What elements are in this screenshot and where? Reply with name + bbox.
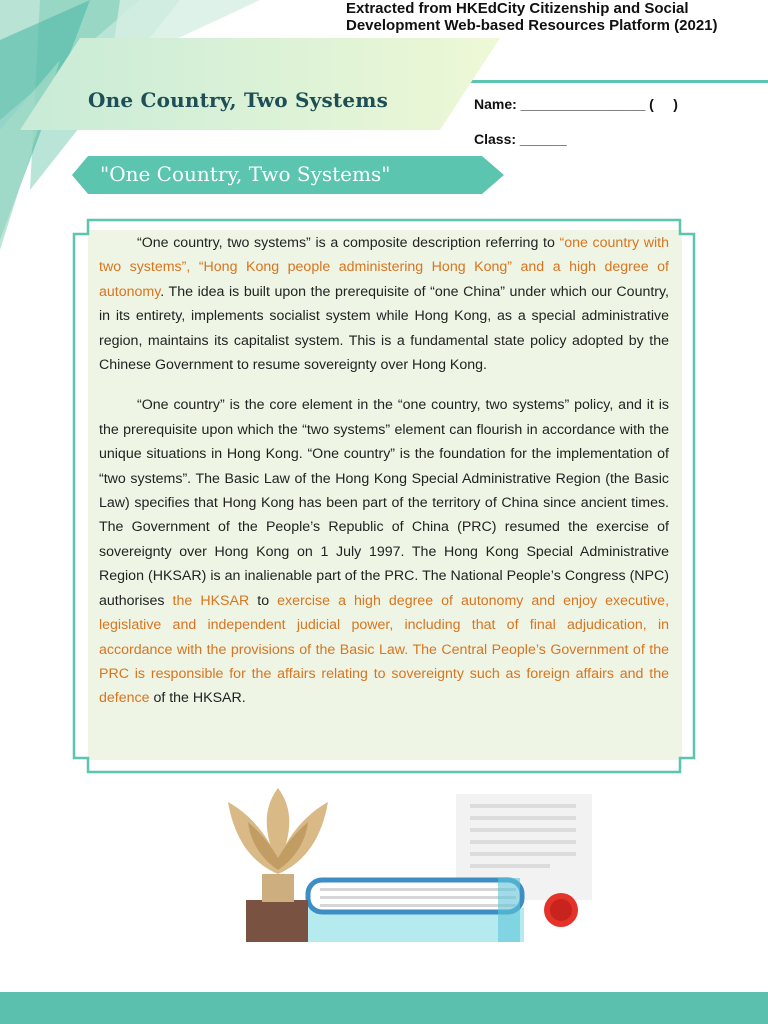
source-line-1: Extracted from HKEdCity Citizenship and Social <box>346 0 689 17</box>
source-line-2: Development Web-based Resources Platform (2021) <box>346 17 718 34</box>
header-divider <box>470 80 768 83</box>
class-field[interactable]: Class: ______ <box>474 131 567 147</box>
p2-highlight-2: exercise a high degree of autonomy and enjoy executive, legislative and independent judicial power, including that of final adjudication, in accordance with the provisions of the Basic Law. The Central People’s Government of the PRC is responsible for the affairs relating to sovereignty such as foreign affairs and the defence <box>99 592 670 707</box>
p1-text-1: “One country, two systems” is a composite description referring to <box>137 235 560 251</box>
p2-text-3: of the HKSAR. <box>149 690 246 707</box>
paragraph-2 <box>99 393 669 710</box>
footer-bar <box>0 992 768 1024</box>
p2-highlight-1: the HKSAR <box>172 592 250 609</box>
body-text <box>99 231 669 727</box>
p2-text-1: “One country” is the core element in the “one country, two systems” policy, and it is the prerequisite upon which the “two systems” element can flourish in accordance with the unique situations in Hong Kong. “One country” is the foundation for the implementation of “two systems”. The Basic Law of the Hong Kong Special Administrative Region (the Basic Law) specifies that Hong Kong has been part of the territory of China since ancient times. The Government of the People’s Republic of China (PRC) resumed the exercise of sovereignty over Hong Kong on 1 July 1997. The Hong Kong Special Administrative Region (HKSAR) is an inalienable part of the PRC. The National People’s Congress (NPC) authorises <box>99 397 669 609</box>
title-banner <box>20 38 500 130</box>
paragraph-1 <box>99 231 669 377</box>
name-field[interactable]: Name: ________________ ( ) <box>474 96 678 112</box>
page-title: One Country, Two Systems <box>88 88 389 112</box>
illustration <box>220 782 600 947</box>
p2-text-2: to <box>249 592 278 609</box>
p1-text-2: . The idea is built upon the prerequisite of “one China” under which our Country, in its entirety, implements socialist system while Hong Kong, as a special administrative region, maintains its capitalist system. This is a fundamental state policy adopted by the Chinese Government to resume sovereignty over Hong Kong. <box>99 283 669 374</box>
section-subtitle: "One Country, Two Systems" <box>100 162 391 186</box>
source-attribution <box>346 0 766 34</box>
law-book-icon <box>308 878 524 942</box>
p1-highlight-1: “one country with two systems”, “Hong Kong people administering Hong Kong” and a high degree of autonomy <box>99 235 669 300</box>
